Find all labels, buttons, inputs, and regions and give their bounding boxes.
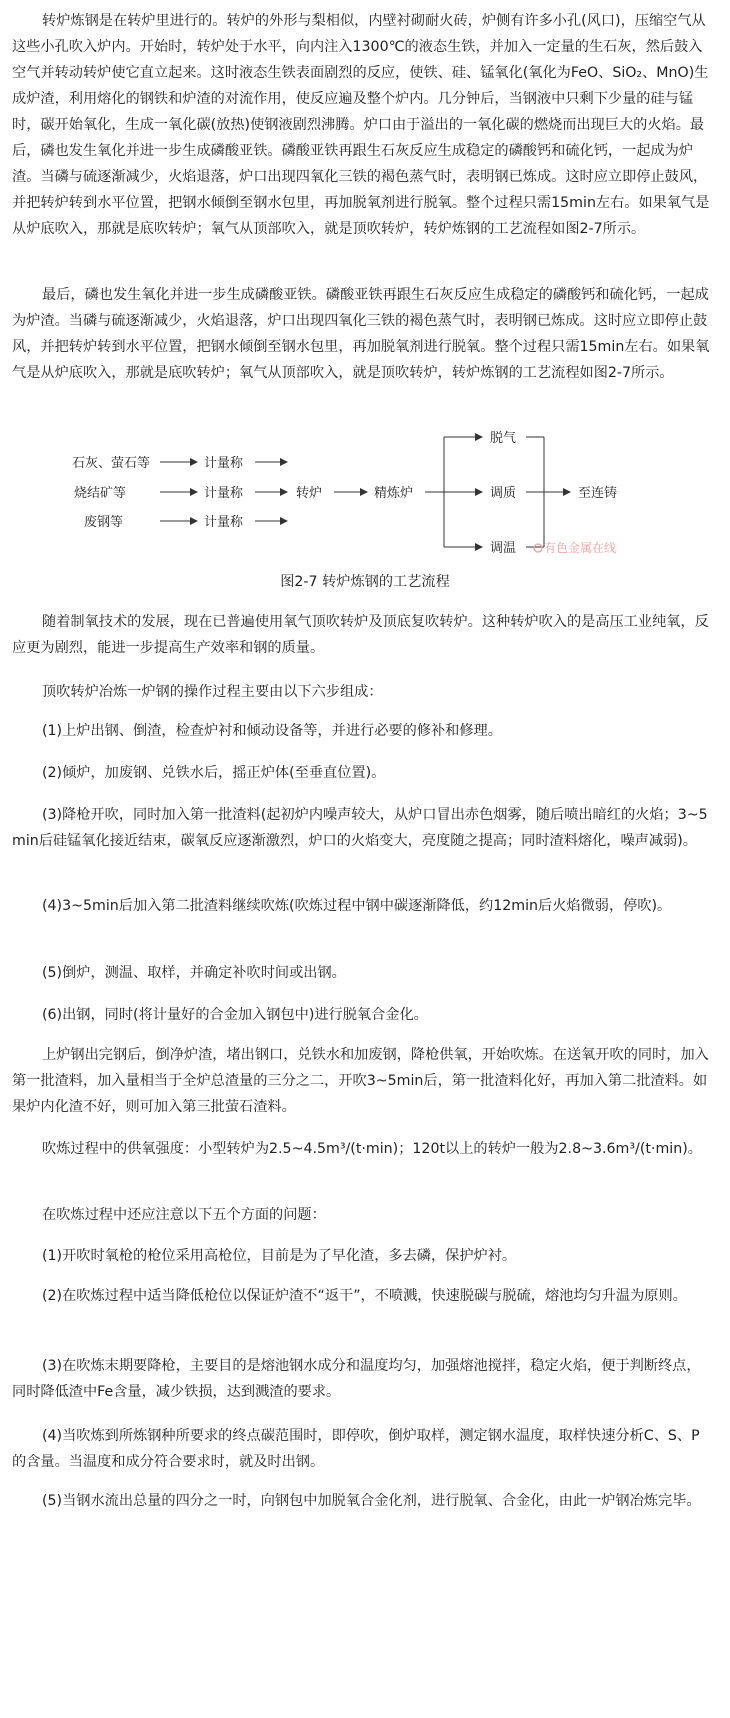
continuous-casting-node: 至连铸 (578, 486, 618, 501)
output-degas: 脱气 (490, 431, 517, 446)
meter-1: 计量称 (204, 456, 244, 471)
paragraph-five-points-intro: 在吹炼过程中还应注意以下五个方面的问题： (42, 1207, 326, 1223)
input-lime-fluorite: 石灰、萤石等 (72, 456, 151, 471)
step-6: (6)出钢，同时(将计量好的合金加入钢包中)进行脱氧合金化。 (42, 1007, 428, 1023)
input-scrap: 废钢等 (84, 515, 124, 530)
step-4: (4)3~5min后加入第二批渣料继续吹炼(吹炼过程中钢中碳逐渐降低，约12min后火焰微弱，停吹)。 (42, 898, 672, 914)
paragraph-oxygen-tech: 随着制氧技术的发展，现在已普遍使用氧气顶吹转炉及顶底复吹转炉。这种转炉吹入的是高压工业纯氧，反应更为剧烈，能进一步提高生产效率和钢的质量。 (12, 614, 709, 656)
point-5: (5)当钢水流出总量的四分之一时，向钢包中加脱氧合金化剂，进行脱氧、合金化，由此一炉钢冶炼完毕。 (42, 1493, 701, 1509)
paragraph-intro: 转炉炼钢是在转炉里进行的。转炉的外形与梨相似，内壁衬砌耐火砖，炉侧有许多小孔(风口)，压缩空气从这些小孔吹入炉内。开始时，转炉处于水平，向内注入1300℃的液态生铁，并加入一定量的生石灰，然后鼓入空气并转动转炉使它直立起来。这时液态生铁表面剧烈的反应，使铁、硅、锰氧化(氧化为FeO、SiO₂、MnO)生成炉渣，利用熔化的钢铁和炉渣的对流作用，使反应遍及整个炉内。几分钟后，当钢液中只剩下少量的硅与锰时，碳开始氧化，生成一氧化碳(放热)使钢液剧烈沸腾。炉口由于溢出的一氧化碳的燃烧而出现巨大的火焰。最后，磷也发生氧化并进一步生成磷酸亚铁。磷酸亚铁再跟生石灰反应生成稳定的磷酸钙和硫化钙，一起成为炉渣。当磷与硫逐渐减少，火焰退落，炉口出现四氧化三铁的褐色蒸气时，表明钢已炼成。这时应立即停止鼓风，并把转炉转到水平位置，把钢水倾倒至钢水包里，再加脱氧剂进行脱氧。整个过程只需15min左右。如果氧气是从炉底吹入，那就是底吹转炉；氧气从顶部吹入，就是顶吹转炉，转炉炼钢的工艺流程如图2-7所示。 (12, 13, 710, 237)
refining-furnace-node: 精炼炉 (374, 486, 414, 501)
paragraph-six-steps-intro: 顶吹转炉冶炼一炉钢的操作过程主要由以下六步组成： (42, 684, 383, 700)
watermark-logo-icon (534, 544, 542, 552)
step-1: (1)上炉出钢、倒渣，检查炉衬和倾动设备等，并进行必要的修补和修理。 (42, 723, 502, 739)
meter-3: 计量称 (204, 515, 244, 530)
output-temperature: 调温 (490, 541, 517, 556)
point-3: (3)在吹炼末期要降枪，主要目的是熔池钢水成分和温度均匀，加强熔池搅拌，稳定火焰，便于判断终点，同时降低渣中Fe含量，减少铁损，达到溅渣的要求。 (12, 1358, 701, 1400)
point-2: (2)在吹炼过程中适当降低枪位以保证炉渣不“返干”，不喷溅，快速脱碳与脱硫，熔池均匀升温为原则。 (42, 1288, 687, 1304)
paragraph-oxygen-intensity: 吹炼过程中的供氧强度：小型转炉为2.5~4.5m³/(t·min)；120t以上的转炉一般为2.8~3.6m³/(t·min)。 (42, 1141, 702, 1157)
output-quality: 调质 (490, 486, 517, 501)
point-4: (4)当吹炼到所炼钢种所要求的终点碳范围时，即停吹，倒炉取样，测定钢水温度，取样快速分析C、S、P的含量。当温度和成分符合要求时，就及时出钢。 (12, 1428, 700, 1470)
input-sinter: 烧结矿等 (74, 486, 127, 501)
process-flow-figure (72, 431, 662, 620)
process-flow-diagram (72, 431, 662, 620)
figure-caption: 图2-7 转炉炼钢的工艺流程 (280, 574, 450, 590)
meter-2: 计量称 (204, 486, 244, 501)
paragraph-phosphorus: 最后，磷也发生氧化并进一步生成磷酸亚铁。磷酸亚铁再跟生石灰反应生成稳定的磷酸钙和硫化钙，一起成为炉渣。当磷与硫逐渐减少，火焰退落，炉口出现四氧化三铁的褐色蒸气时，表明钢已炼成。这时应立即停止鼓风，并把转炉转到水平位置，把钢水倾倒至钢水包里，再加脱氧剂进行脱氧。整个过程只需15min左右。如果氧气是从炉底吹入，那就是底吹转炉；氧气从顶部吹入，就是顶吹转炉，转炉炼钢的工艺流程如图2-7所示。 (12, 287, 710, 381)
paragraph-operation-summary: 上炉钢出完钢后，倒净炉渣，堵出钢口，兑铁水和加废钢，降枪供氧，开始吹炼。在送氧开吹的同时，加入第一批渣料，加入量相当于全炉总渣量的三分之二，开吹3~5min后，第一批渣料化好，再加入第二批渣料。如果炉内化渣不好，则可加入第三批萤石渣料。 (12, 1047, 709, 1115)
step-5: (5)倒炉，测温、取样，并确定补吹时间或出钢。 (42, 965, 346, 981)
step-3: (3)降枪开吹，同时加入第一批渣料(起初炉内噪声较大，从炉口冒出赤色烟雾，随后喷出暗红的火焰；3~5min后硅锰氧化接近结束，碳氧反应逐渐激烈，炉口的火焰变大，亮度随之提高；同时渣料熔化，噪声减弱)。 (12, 807, 708, 849)
watermark-text: 有色金属在线 (544, 541, 617, 555)
step-2: (2)倾炉，加废钢、兑铁水后，摇正炉体(至垂直位置)。 (42, 765, 386, 781)
point-1: (1)开吹时氧枪的枪位采用高枪位，目前是为了早化渣，多去磷，保护炉衬。 (42, 1248, 517, 1264)
converter-node: 转炉 (296, 486, 323, 501)
